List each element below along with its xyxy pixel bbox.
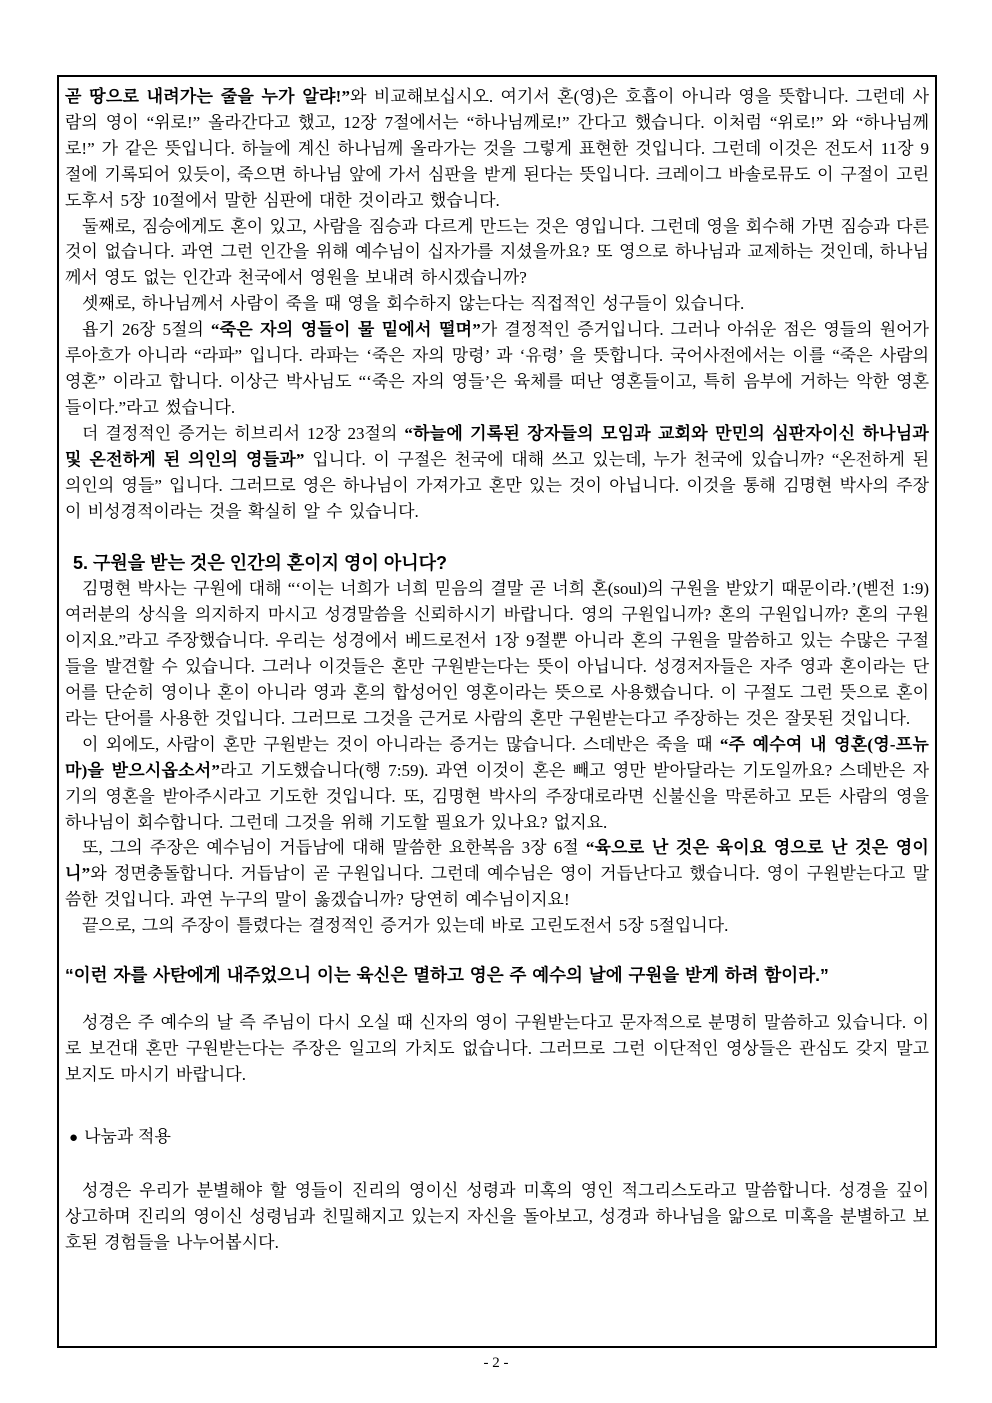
section-title: 나눔과 적용 [84, 1126, 171, 1146]
text-run: 욥기 26장 5절의 [82, 320, 211, 340]
body-paragraph-9 [65, 913, 929, 939]
text-run: 가 결정적인 증거입니다. 그러나 아쉬운 점은 영들의 원어가 루아흐가 아니라 “라파” 입니다. 라파는 ‘죽은 자의 망령’ 과 ‘유령’ 을 뜻합니다. 국어사전에서는 이를 “죽은 사람의 영혼” 이라고 합니다. 이상근 박사님도 “‘죽은 자의 영들’은 육체를 떠난 영혼들이고, 특히 음부에 거하는 악한 영혼들이다.”라고 썼습니다. [65, 320, 929, 417]
bold-scripture-quote: “하늘에 기록된 장자들의 모임과 교회와 만민의 심판자이신 하나님과 및 온전하게 된 의인의 영들과” [65, 423, 929, 469]
bold-scripture-quote: “육으로 난 것은 육이요 영으로 난 것은 영이니” [65, 838, 929, 884]
scripture-blockquote: “이런 자를 사탄에게 내주었으니 이는 육신은 멸하고 영은 주 예수의 날에 구원을 받게 하려 함이라.” [65, 965, 829, 986]
text-run: 또, 그의 주장은 예수님이 거듭남에 대해 말씀한 요한복음 3장 6절 [82, 838, 586, 858]
text-run: 입니다. 이 구절은 천국에 대해 쓰고 있는데, 누가 천국에 있습니까? “온전하게 된 의인의 영들” 입니다. 그러므로 영은 하나님이 가져가고 혼만 있는 것이 아닙니다. 이것을 통해 김명현 박사의 주장이 비성경적이라는 것을 확실히 알 수 있습니다. [65, 449, 930, 521]
text-run: 성경은 우리가 분별해야 할 영들이 진리의 영이신 성령과 미혹의 영인 적그리스도라고 말씀합니다. 성경을 깊이 상고하며 진리의 영이신 성령님과 친밀해지고 있는지 자신을 돌아보고, 성경과 하나님을 앎으로 미혹을 분별하고 보호된 경험들을 나누어봅시다. [65, 1180, 929, 1252]
body-paragraph-2 [65, 214, 929, 292]
body-paragraph-3 [65, 291, 929, 317]
bold-scripture-quote: “죽은 자의 영들이 물 밑에서 떨며” [210, 320, 481, 340]
sharing-application-header [65, 1124, 929, 1151]
body-paragraph-8 [65, 835, 929, 913]
body-paragraph-10 [65, 1010, 929, 1088]
text-run: 더 결정적인 증거는 히브리서 12장 23절의 [82, 423, 405, 443]
body-paragraph-4 [65, 317, 929, 421]
page-border-frame [57, 75, 937, 1348]
bold-scripture-quote: “주 예수여 내 영혼(영-프뉴마)을 받으시옵소서” [65, 734, 929, 780]
text-run: 끝으로, 그의 주장이 틀렸다는 결정적인 증거가 있는데 바로 고린도전서 5장 5절입니다. [82, 916, 729, 936]
body-paragraph-11 [65, 1178, 929, 1256]
text-run: 김명현 박사는 구원에 대해 “‘이는 너희가 너희 믿음의 결말 곧 너희 혼(soul)의 구원을 받았기 때문이라.’(벧전 1:9) 여러분의 상식을 의지하지 마시고 성경말씀을 신뢰하시기 바랍니다. 영의 구원입니까? 혼의 구원입니까? 혼의 구원이지요.”라고 주장했습니다. 우리는 성경에서 베드로전서 1장 9절뿐 아니라 혼의 구원을 말씀하고 있는 수많은 구절들을 발견할 수 있습니다. 그러나 이것들은 혼만 구원받는다는 뜻이 아닙니다. 성경저자들은 자주 영과 혼이라는 단어를 단순히 영이나 혼이 아니라 영과 혼의 합성어인 영혼이라는 뜻으로 사용했습니다. 이 구절도 그런 뜻으로 혼이라는 단어를 사용한 것입니다. 그러므로 그것을 근거로 사람의 혼만 구원받는다고 주장하는 것은 잘못된 것입니다. [65, 579, 929, 728]
body-paragraph-7 [65, 732, 929, 836]
text-run: 와 정면충돌합니다. 거듭남이 곧 구원입니다. 그런데 예수님은 영이 거듭난다고 했습니다. 영이 구원받는다고 말씀한 것입니다. 과연 누구의 말이 옳겠습니까? 당연히 예수님이지요! [65, 864, 929, 910]
bold-scripture-quote: 곧 땅으로 내려가는 줄을 누가 알랴!” [65, 87, 351, 106]
body-paragraph-6 [65, 576, 929, 731]
body-paragraph-1 [65, 84, 929, 214]
text-run: 이 외에도, 사람이 혼만 구원받는 것이 아니라는 증거는 많습니다. 스데반은 죽을 때 [82, 734, 720, 754]
page-number: - 2 - [483, 1355, 509, 1371]
bullet-icon: ● [69, 1128, 79, 1146]
text-run: 와 비교해보십시오. 여기서 혼(영)은 호흡이 아니라 영을 뜻합니다. 그런데 사람의 영이 “위로!” 올라간다고 했고, 12장 7절에서는 “하나님께로!” 간다고 했습니다. 이처럼 “위로!” 와 “하나님께로!” 가 같은 뜻입니다. 하늘에 계신 하나님께 올라가는 것을 그렇게 표현한 것입니다. 그런데 이것은 전도서 11장 9절에 기록되어 있듯이, 죽으면 하나님 앞에 가서 심판을 받게 된다는 뜻입니다. 크레이그 바솔로뮤도 이 구절이 고린도후서 5장 10절에서 말한 심판에 대한 것이라고 했습니다. [65, 87, 929, 210]
text-run: 성경은 주 예수의 날 즉 주님이 다시 오실 때 신자의 영이 구원받는다고 문자적으로 분명히 말씀하고 있습니다. 이로 보건대 혼만 구원받는다는 주장은 일고의 가치도 없습니다. 그러므로 그런 이단적인 영상들은 관심도 갖지 말고 보지도 마시기 바랍니다. [65, 1013, 929, 1084]
body-paragraph-5 [65, 421, 929, 525]
text-run: 라고 기도했습니다(행 7:59). 과연 이것이 혼은 빼고 영만 받아달라는 기도일까요? 스데반은 자기의 영혼을 받아주시라고 기도한 것입니다. 또, 김명현 박사의 주장대로라면 신불신을 막론하고 모든 사람의 영을 하나님이 회수합니다. 그런데 그것을 위해 기도할 필요가 있나요? 없지요. [65, 760, 929, 832]
text-run: 셋째로, 하나님께서 사람이 죽을 때 영을 회수하지 않는다는 직접적인 성구들이 있습니다. [82, 294, 745, 314]
text-run: 둘째로, 짐승에게도 혼이 있고, 사람을 짐승과 다르게 만드는 것은 영입니다. 그런데 영을 회수해 가면 짐승과 다른 것이 없습니다. 과연 그런 인간을 위해 예수님이 십자가를 지셨을까요? 또 영으로 하나님과 교제하는 것인데, 하나님께서 영도 없는 인간과 천국에서 영원을 보내려 하시겠습니까? [65, 216, 929, 288]
section-5-heading: 5. 구원을 받는 것은 인간의 혼이지 영이 아니다? [73, 553, 447, 574]
